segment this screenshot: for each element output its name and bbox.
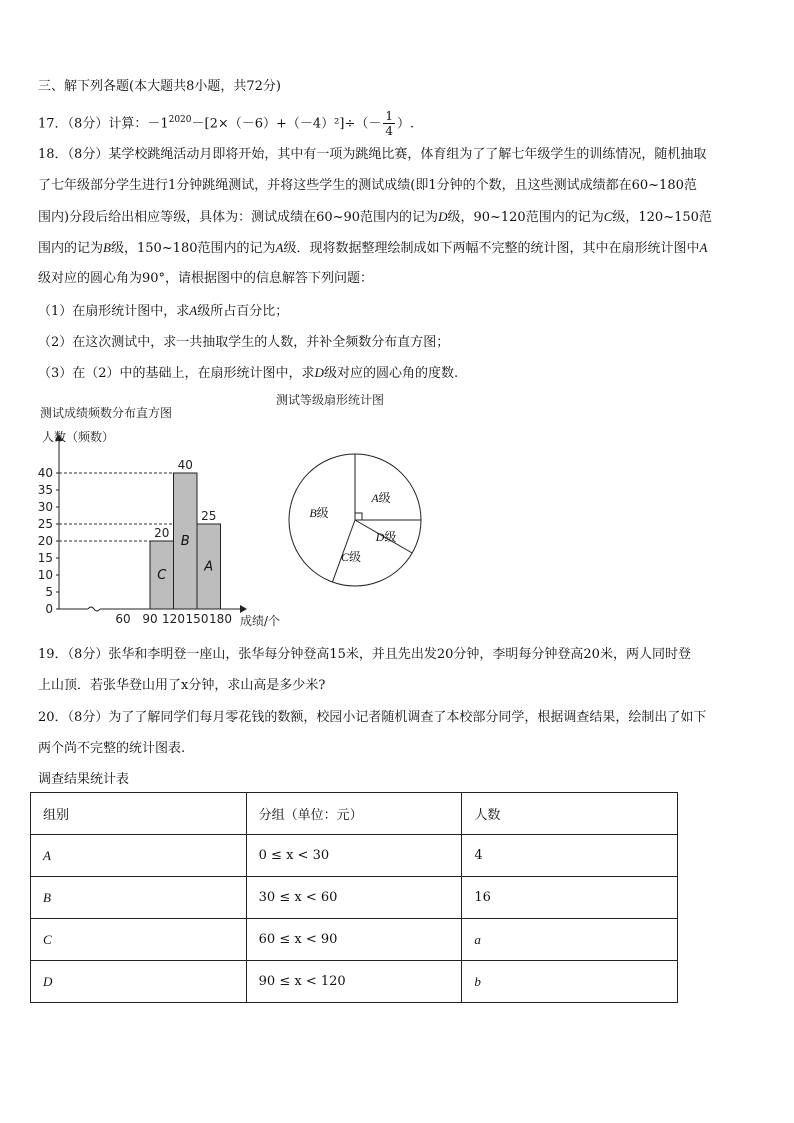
question-18-sub-1: （1）在扇形统计图中，求A级所占百分比；	[38, 303, 289, 319]
question-18-line-2: 了七年级部分学生进行1分钟跳绳测试，并将这些学生的测试成绩(即1分钟的个数，且这些测试成绩都在60~180范	[38, 178, 697, 193]
cell-range: 0 ≤ x < 30	[246, 835, 462, 877]
header-range: 分组（单位：元）	[246, 793, 462, 835]
question-18-line-1: 18．（8分）某学校跳绳活动月即将开始，其中有一项为跳绳比赛，体育组为了了解七年级学生的训练情况，随机抽取	[38, 147, 707, 162]
question-20-line-2: 两个尚不完整的统计图表.	[38, 741, 186, 756]
cell-group: B	[31, 877, 247, 919]
survey-table	[30, 792, 678, 1003]
y-axis-label: 人数（频数）	[42, 430, 115, 444]
y-tick-label: 15	[37, 551, 53, 565]
bar-category-label: A	[204, 559, 214, 575]
y-tick-label: 20	[37, 534, 53, 548]
question-17: 17．（8分）计算：$-1^{2020}-[2\times(-6)+(-4)^2]\div(-$ $\frac{1}{4}$ ）.	[38, 109, 415, 139]
cell-range: 60 ≤ x < 90	[246, 919, 462, 961]
question-18-line-4: 围内的记为B级，150~180范围内的记为A级．现将数据整理绘制成如下两幅不完整的统计图，其中在扇形统计图中A	[38, 240, 708, 256]
axis-break	[88, 607, 100, 611]
table-row	[31, 877, 678, 919]
x-tick-label: 60	[115, 612, 131, 626]
x-tick-label: 90	[142, 612, 158, 626]
cell-count: b	[462, 961, 678, 1003]
table-header-row	[31, 793, 678, 835]
histogram-title: 测试成绩频数分布直方图	[40, 406, 173, 420]
y-tick-label: 35	[37, 483, 53, 497]
table-row	[31, 961, 678, 1003]
pie-slice-label: A级	[371, 491, 391, 505]
bar-value-label: 40	[177, 458, 193, 472]
y-tick-label: 40	[37, 466, 53, 480]
cell-count: 16	[462, 877, 678, 919]
exponent: 2020	[168, 115, 192, 125]
x-tick-label: 150	[185, 612, 209, 626]
y-tick-label: 30	[37, 500, 53, 514]
table-title: 调查结果统计表	[38, 772, 130, 787]
cell-range: 30 ≤ x < 60	[246, 877, 462, 919]
x-tick-label: 180	[209, 612, 232, 626]
fraction: $\frac{1}{4}$	[385, 109, 393, 139]
question-19-line-1: 19．（8分）张华和李明登一座山，张华每分钟登高15米，并且先出发20分钟，李明每分钟登高20米，两人同时登	[38, 647, 691, 662]
y-tick-label: 25	[37, 517, 53, 531]
pie-slice-label: B级	[309, 506, 329, 520]
y-tick-label: 10	[37, 568, 53, 582]
header-group: 组别	[31, 793, 247, 835]
bar-category-label: C	[157, 568, 167, 583]
y-tick-label: 0	[45, 602, 53, 616]
question-18-line-5: 级对应的圆心角为90°，请根据图中的信息解答下列问题：	[38, 271, 374, 286]
cell-group: D	[31, 961, 247, 1003]
histogram-chart	[30, 425, 290, 635]
cell-count: 4	[462, 835, 678, 877]
bar-category-label: B	[180, 534, 190, 549]
section-header: 三、解下列各题(本大题共8小题，共72分)	[38, 79, 281, 94]
question-19-line-2: 上山顶．若张华登山用了x分钟，求山高是多少米?	[38, 678, 326, 693]
cell-count: a	[462, 919, 678, 961]
question-18-line-3: 围内)分段后给出相应等级，具体为：测试成绩在60~90范围内的记为D级，90~120范围内的记为C级，120~150范	[38, 209, 712, 225]
pie-slice-label: C级	[340, 550, 362, 564]
pie-title: 测试等级扇形统计图	[276, 393, 385, 407]
bar-value-label: 20	[154, 526, 170, 540]
table-row	[31, 919, 678, 961]
question-18-sub-2: （2）在这次测试中，求一共抽取学生的人数，并补全频数分布直方图；	[38, 335, 450, 350]
x-tick-label: 120	[162, 612, 185, 626]
question-18-sub-3: （3）在（2）中的基础上，在扇形统计图中，求D级对应的圆心角的度数.	[38, 365, 459, 381]
pie-chart	[285, 450, 425, 590]
cell-group: C	[31, 919, 247, 961]
cell-group: A	[31, 835, 247, 877]
bar-value-label: 25	[201, 509, 217, 523]
table-row	[31, 835, 678, 877]
question-20-line-1: 20．（8分）为了了解同学们每月零花钱的数额，校园小记者随机调查了本校部分同学，根据调查结果，绘制出了如下	[38, 710, 707, 725]
x-axis-label: 成绩/个	[240, 614, 281, 628]
cell-range: 90 ≤ x < 120	[246, 961, 462, 1003]
y-tick-label: 5	[45, 585, 53, 599]
pie-slice-label: D级	[375, 530, 397, 544]
header-count: 人数	[462, 793, 678, 835]
